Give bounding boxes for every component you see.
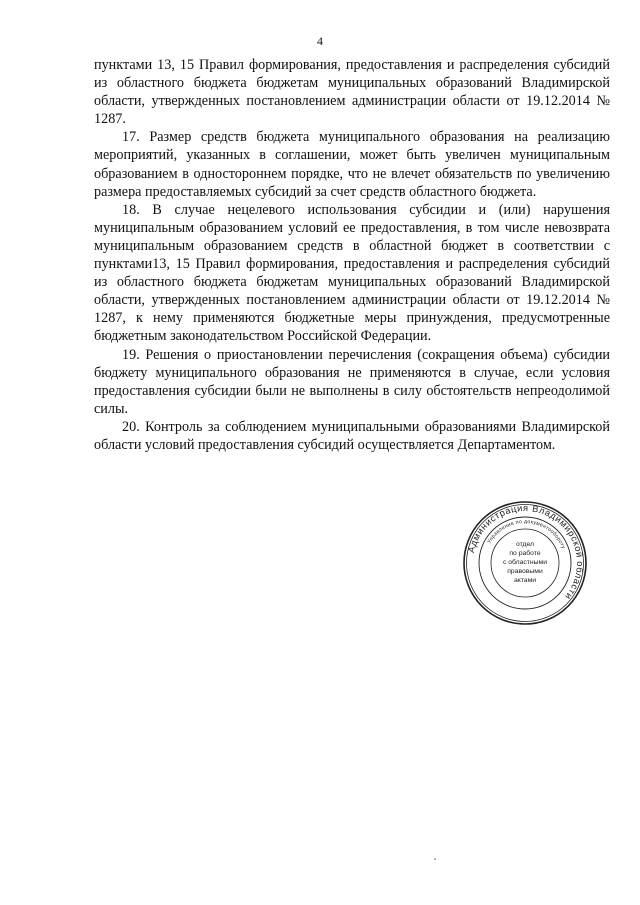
paragraph-18: 18. В случае нецелевого использования субсидии и (или) нарушения муниципальным образованием условий ее предоставления, в том числе невозврата муниципальным образованием средств в областной бюджет в соответствии с пунктами13, 15 Правил формирования, предоставления и распределения субсидий из областного бюджета бюджетам муниципальных образований Владимирской области, утвержденных постановлением администрации области от 19.12.2014 № 1287, к нему применяются бюджетные меры принуждения, предусмотренные бюджетным законодательством Российской Федерации.	[94, 201, 610, 345]
seal-center-line-2: по работе	[509, 550, 541, 557]
paragraph-continuation: пунктами 13, 15 Правил формирования, предоставления и распределения субсидий из областного бюджета бюджетам муниципальных образований Владимирской области, утвержденных постановлением администрации области от 19.12.2014 № 1287.	[94, 57, 610, 128]
page-number: 4	[317, 34, 323, 48]
seal-center-line-3: с областными	[502, 559, 548, 566]
seal-center-line-5: актами	[513, 577, 537, 584]
seal-center-line-1: отдел	[515, 541, 535, 548]
seal-outer-text: Администрация Владимирской области	[466, 502, 586, 602]
paragraph-19: 19. Решения о приостановлении перечисления (сокращения объема) субсидии бюджету муниципального образования не применяются в случае, если условия предоставления субсидии были не выполнены в силу обстоятельств непреодолимой силы.	[94, 346, 610, 417]
seal-graphic	[462, 500, 588, 626]
official-seal-stamp	[462, 500, 588, 626]
seal-center-line-4: правовыми	[507, 568, 543, 575]
scan-speck	[434, 858, 436, 860]
paragraph-17: 17. Размер средств бюджета муниципального образования на реализацию мероприятий, указанных в соглашении, может быть увеличен муниципальным образованием в одностороннем порядке, что не влечет обязательств по увеличению размера предоставляемых субсидий за счет средств областного бюджета.	[94, 129, 610, 200]
seal-inner-text: Управление по документообороту	[486, 518, 567, 550]
paragraph-20: 20. Контроль за соблюдением муниципальными образованиями Владимирской области условий предоставления субсидий осуществляется Департаментом.	[94, 418, 610, 453]
document-body	[94, 56, 610, 454]
